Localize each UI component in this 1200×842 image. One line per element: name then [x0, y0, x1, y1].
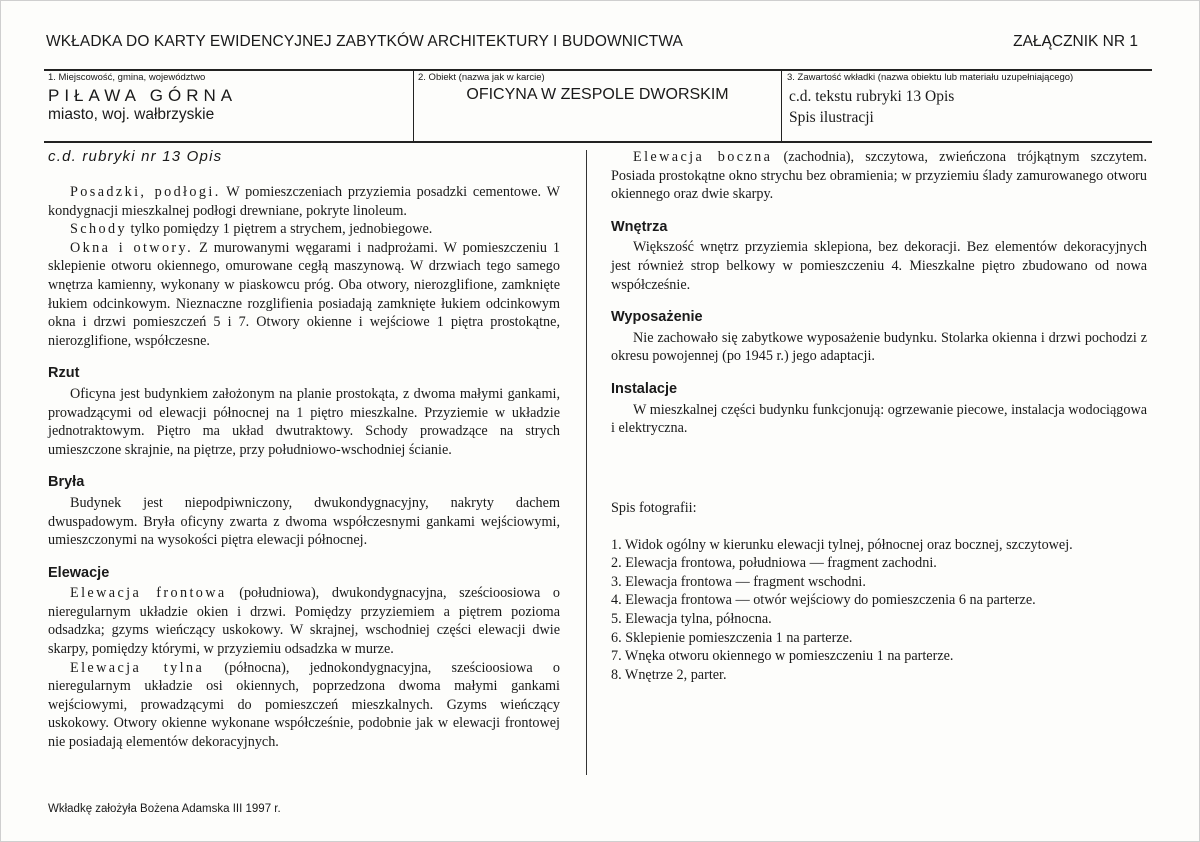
header-top-rule — [44, 69, 1152, 71]
paragraph-text: (zachodnia), szczytowa, zwieńczona trójkątnym szczytem. Posiada prostokątne okno strychu bez obramienia; w przyziemiu ślady zamurowanego otworu okiennego oraz dwie skarpy. — [611, 149, 1147, 203]
right-column — [611, 148, 1147, 438]
header-divider — [781, 70, 782, 141]
region-name: miasto, woj. wałbrzyskie — [48, 106, 215, 123]
field-2-label: 2. Obiekt (nazwa jak w karcie) — [418, 72, 545, 83]
list-item: 5. Elewacja tylna, północna. — [611, 610, 772, 627]
paragraph-text: Z murowanymi węgarami i nadprożami. W pomieszczeniu 1 sklepienie otworu okiennego, omurowane cegłą maszynową. W drzwiach tego samego wnętrza kamienny, wykonany w piaskowcu próg. Oba otwory, nierozglifione, zamknięte łukiem odcinkowym. Nieznaczne rozglifienia posiadają zamknięte łukiem odcinkowym okna i drzwi pomieszczeń 5 i 7. Otwory okienne i wejściowe 1 piętra prostokątne, nierozglifione, współczesne. — [48, 239, 560, 349]
insert-contents — [789, 86, 954, 128]
term: Schody — [70, 221, 127, 238]
paragraph — [48, 584, 560, 658]
list-item: 1. Widok ogólny w kierunku elewacji tylnej, północnej oraz bocznej, szczytowej. — [611, 536, 1073, 553]
section-heading: Wnętrza — [611, 218, 668, 235]
column-divider — [586, 150, 587, 775]
paragraph — [48, 183, 560, 220]
list-item: 6. Sklepienie pomieszczenia 1 na parterze. — [611, 629, 853, 646]
term: Elewacja frontowa — [70, 585, 227, 602]
section-heading: Instalacje — [611, 380, 678, 397]
list-item: 3. Elewacja frontowa — fragment wschodni. — [611, 573, 866, 590]
photo-list-title: Spis fotografii: — [611, 500, 697, 516]
paragraph: W mieszkalnej części budynku funkcjonują: ogrzewanie piecowe, instalacja wodociągowa i elektryczna. — [611, 401, 1147, 437]
place-name: PIŁAWA GÓRNA — [48, 86, 238, 105]
list-item: 8. Wnętrze 2, parter. — [611, 666, 727, 683]
header-bottom-rule — [44, 141, 1152, 143]
header-divider — [413, 70, 414, 141]
paragraph-text: W pomieszczeniach przyziemia posadzki cementowe. W kondygnacji mieszkalnej podłogi drewniane, pokryte linoleum. — [48, 184, 560, 219]
paragraph — [611, 148, 1147, 204]
section-heading: Wyposażenie — [611, 309, 703, 326]
list-item: 4. Elewacja frontowa — otwór wejściowy do pomieszczenia 6 na parterze. — [611, 592, 1036, 609]
paragraph: Budynek jest niepodpiwniczony, dwukondygnacyjny, nakryty dachem dwuspadowym. Bryła oficyny zwarta z dwoma współczesnymi gankami wejściowymi, umieszczonymi na wysokości piętra elewacji północnej. — [48, 494, 560, 549]
section-heading: Rzut — [48, 365, 80, 382]
photo-list — [611, 499, 1073, 684]
term: Elewacja boczna — [633, 149, 773, 165]
object-name: OFICYNA W ZESPOLE DWORSKIM — [466, 86, 729, 103]
left-column — [48, 183, 560, 752]
author-note: Wkładkę założyła Bożena Adamska III 1997 r. — [48, 803, 281, 815]
paragraph: Oficyna jest budynkiem założonym na planie prostokąta, z dwoma małymi gankami, prowadzącymi od elewacji północnej na 1 piętro mieszkalne. Przyziemie w układzie jednotraktowym. Piętro ma układ dwutraktowy. Schody prowadzące na strych umieszczone skrajnie, na piętrze, przy południowo-wschodniej ścianie. — [48, 385, 560, 458]
paragraph — [48, 659, 560, 752]
section-heading: Bryła — [48, 474, 85, 491]
continuation-heading: c.d. rubryki nr 13 Opis — [48, 148, 223, 165]
paragraph-text: (południowa), dwukondygnacyjna, sześcioosiowa o nieregularnym układzie okien i drzwi. Pomiędzy przyziemiem a piętrem pozioma odsadzka; gzyms wieńczący uskokowy. W skrajnej, wschodniej części elewacji dwie skarpy, pomiędzy którymi, w przyziemiu odsadzka w murze. — [48, 585, 560, 658]
insert-contents-line: c.d. tekstu rubryki 13 Opis — [789, 88, 955, 105]
paragraph: Nie zachowało się zabytkowe wyposażenie budynku. Stolarka okienna i drzwi pochodzi z okresu powojennej (po 1945 r.) jego adaptacji. — [611, 329, 1147, 365]
field-1-label: 1. Miejscowość, gmina, województwo — [48, 72, 206, 83]
list-item: 7. Wnęka otworu okiennego w pomieszczeniu 1 na parterze. — [611, 648, 954, 665]
paragraph — [48, 220, 560, 239]
term: Okna i otwory. — [70, 239, 194, 256]
paragraph-text: tylko pomiędzy 1 piętrem a strychem, jednobiegowe. — [126, 221, 433, 238]
paragraph — [48, 239, 560, 351]
list-item: 2. Elewacja frontowa, południowa — fragment zachodni. — [611, 555, 937, 572]
form-title: WKŁADKA DO KARTY EWIDENCYJNEJ ZABYTKÓW ARCHITEKTURY I BUDOWNICTWA — [46, 33, 683, 50]
field-3-label: 3. Zawartość wkładki (nazwa obiektu lub materiału uzupełniającego) — [787, 72, 1074, 83]
term: Posadzki, podłogi. — [70, 184, 221, 200]
annex-label: ZAŁĄCZNIK NR 1 — [1013, 33, 1138, 50]
paragraph-text: (północna), jednokondygnacyjna, sześcioosiowa o nieregularnym układzie osi okiennych, poprzedzona dwoma małymi gankami wejściowymi, prowadzącymi do pomieszczeń mieszkalnych. Gzyms wieńczący uskokowy. Otwory okienne wykonane współcześnie, podobnie jak w elewacji frontowej nie posiadają elementów dekoracyjnych. — [48, 659, 560, 751]
term: Elewacja tylna — [70, 659, 205, 676]
section-heading: Elewacje — [48, 564, 110, 581]
insert-contents-line: Spis ilustracji — [789, 109, 874, 126]
paragraph: Większość wnętrz przyziemia sklepiona, bez dekoracji. Bez elementów dekoracyjnych jest również strop belkowy w pomieszczeniu 4. Mieszkalne piętro zbudowano od nowa współcześnie. — [611, 239, 1147, 293]
